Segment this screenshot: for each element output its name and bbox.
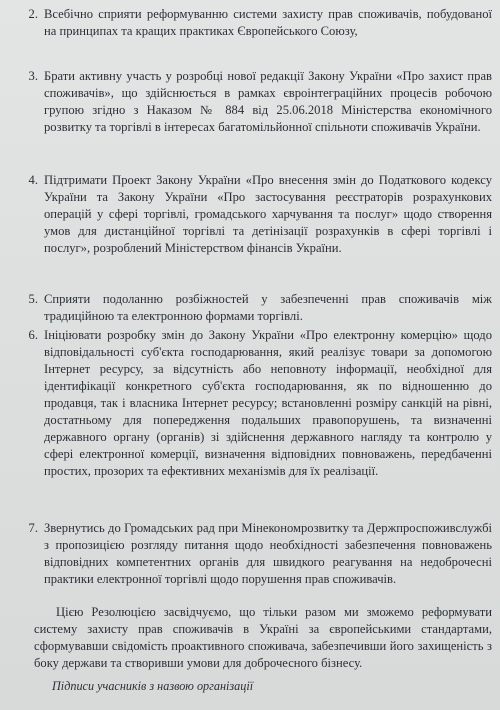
- signature-note: Підписи учасників з назвою організації: [52, 679, 254, 693]
- item-number: 3.: [28, 69, 38, 83]
- item-number: 6.: [28, 328, 38, 342]
- item-number: 2.: [28, 7, 38, 21]
- item-text: Сприяти подоланню розбіжностей у забезпеченні прав споживачів між традиційною та електронною формами торгівлі.: [44, 292, 492, 323]
- item-number: 7.: [28, 521, 38, 535]
- item-number: 5.: [28, 292, 38, 306]
- item-text: Підтримати Проект Закону України «Про внесення змін до Податкового кодексу України та Закону України «Про застосування реєстраторів розрахункових операцій у сфері торгівлі, громадського харчування та послуг» щодо створення умов для дистанційної торгівлі та детінізації розрахунків в сфері торгівлі і послуг», розроблений Міністерством фінансів України.: [44, 173, 492, 255]
- item-text: Всебічно сприяти реформуванню системи захисту прав споживачів, побудованої на принципах та кращих практиках Європейського Союзу,: [44, 7, 492, 38]
- item-text: Брати активну участь у розробці нової редакції Закону України «Про захист прав споживачів», що здійснюється в рамках євроінтеграційних процесів робочою групою згідно з Наказом № 884 від 25.06.2018 Міністерства економічного розвитку та торгівлі в інтересах багатомільйонної спільноти споживачів України.: [44, 69, 492, 134]
- item-number: 4.: [28, 173, 38, 187]
- item-text: Звернутись до Громадських рад при Мінекономрозвитку та Держпроспоживслужбі з пропозицією розгляду питання щодо необхідності забезпечення повноважень відповідних компетентних органів для швидкого реагування на недоброчесні практики електронної торгівлі щодо порушення прав споживачів.: [44, 521, 492, 586]
- item-text: Ініціювати розробку змін до Закону України «Про електронну комерцію» щодо відповідальності суб'єкта господарювання, який реалізує товари за допомогою Інтернет ресурсу, за відсутність або неповноту інформації, необхідної для ідентифікації конкретного суб'єкта господарювання, як по відношенню до продавця, так і власника Інтернет ресурсу; встановленні розміру санкцій на рівні, достатньому для попередження подальших правопорушень, та визначенні державного органу (органів) зі здійснення державного нагляду та контролю у сфері електронної комерції, визначення відповідних повноважень, передбаченні простих, прозорих та ефективних механізмів для їх реалізації.: [44, 328, 492, 478]
- closing-paragraph: Цією Резолюцією засвідчуємо, що тільки разом ми зможемо реформувати систему захисту прав споживачів в Україні за європейськими стандартами, сформувавши свідомість проактивного споживача, забезпечивши його захищеність з боку держави та створивши умови для доброчесного бізнесу.: [34, 605, 492, 670]
